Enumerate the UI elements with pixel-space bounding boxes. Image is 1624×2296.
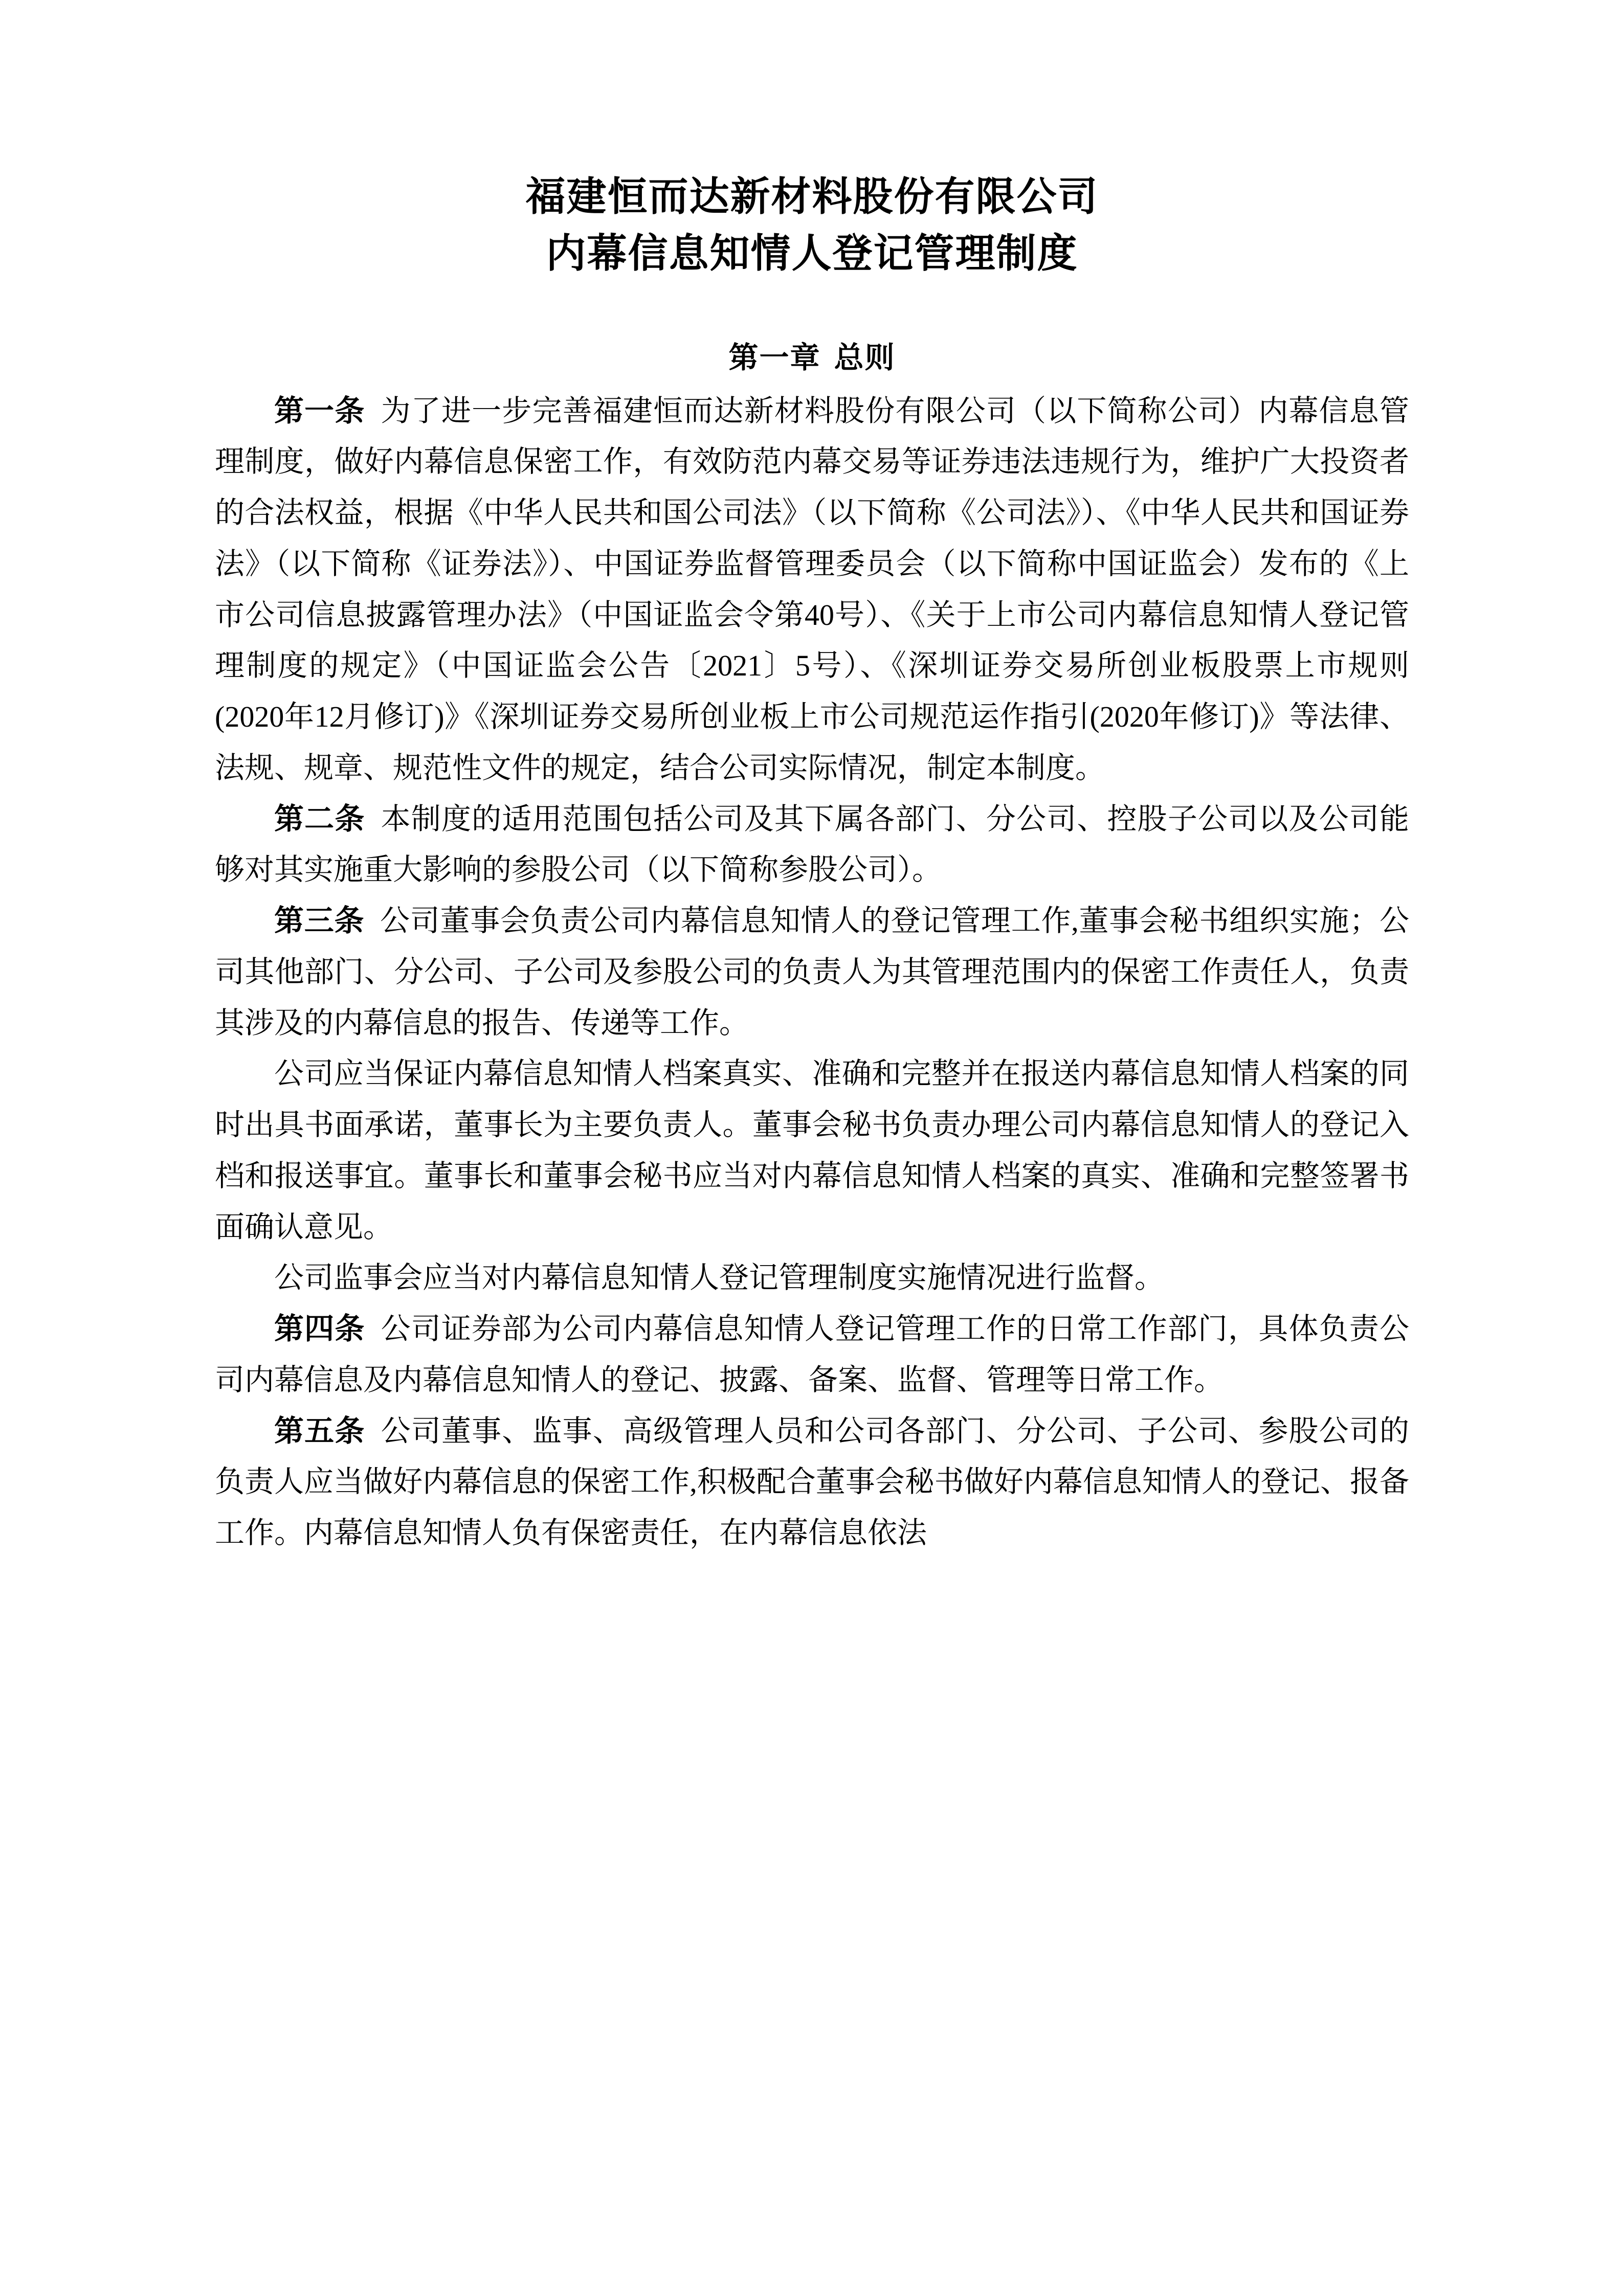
page-title: [215, 169, 1409, 282]
article-label: 第二条: [274, 802, 365, 836]
page-title-line-2: 内幕信息知情人登记管理制度: [546, 231, 1078, 276]
paragraph-text: 公司应当保证内幕信息知情人档案真实、准确和完整并在报送内幕信息知情人档案的同时出具书面承诺，董事长为主要负责人。董事会秘书负责办理公司内幕信息知情人的登记入档和报送事宜。董事长和董事会秘书应当对内幕信息知情人档案的真实、准确和完整签署书面确认意见。: [215, 1057, 1409, 1244]
article-label: 第四条: [274, 1312, 365, 1345]
article-text: 公司董事会负责公司内幕信息知情人的登记管理工作,董事会秘书组织实施；公司其他部门、分公司、子公司及参股公司的负责人为其管理范围内的保密工作责任人，负责其涉及的内幕信息的报告、传递等工作。: [215, 904, 1409, 1040]
article-label: 第五条: [274, 1414, 365, 1448]
article-label: 第三条: [274, 904, 365, 937]
article-paragraph: [215, 1303, 1409, 1406]
article-text: 公司董事、监事、高级管理人员和公司各部门、分公司、子公司、参股公司的负责人应当做好内幕信息的保密工作,积极配合董事会秘书做好内幕信息知情人的登记、报备工作。内幕信息知情人负有保密责任，在内幕信息依法: [215, 1414, 1409, 1549]
page-title-line-1: 福建恒而达新材料股份有限公司: [525, 174, 1099, 219]
paragraph-text: 公司监事会应当对内幕信息知情人登记管理制度实施情况进行监督。: [274, 1261, 1165, 1295]
article-paragraph: [215, 794, 1409, 896]
chapter-heading: [215, 333, 1409, 376]
chapter-number: 第一章: [728, 341, 821, 374]
body-paragraph: [215, 1252, 1409, 1303]
article-label: 第一条: [274, 394, 365, 427]
chapter-name: 总则: [834, 341, 896, 374]
article-text: 公司证券部为公司内幕信息知情人登记管理工作的日常工作部门，具体负责公司内幕信息及内幕信息知情人的登记、披露、备案、监督、管理等日常工作。: [215, 1312, 1409, 1397]
body-paragraph: [215, 1048, 1409, 1252]
article-paragraph: [215, 895, 1409, 1048]
article-text: 为了进一步完善福建恒而达新材料股份有限公司（以下简称公司）内幕信息管理制度，做好内幕信息保密工作，有效防范内幕交易等证券违法违规行为，维护广大投资者的合法权益，根据《中华人民共和国公司法》（以下简称《公司法》）、《中华人民共和国证券法》（以下简称《证券法》）、中国证券监督管理委员会（以下简称中国证监会）发布的《上市公司信息披露管理办法》（中国证监会令第40号）、《关于上市公司内幕信息知情人登记管理制度的规定》（中国证监会公告〔2021〕5号）、《深圳证券交易所创业板股票上市规则(2020年12月修订)》《深圳证券交易所创业板上市公司规范运作指引(2020年修订)》等法律、法规、规章、规范性文件的规定，结合公司实际情况，制定本制度。: [215, 394, 1409, 784]
article-paragraph: [215, 1406, 1409, 1559]
article-paragraph: [215, 386, 1409, 794]
article-text: 本制度的适用范围包括公司及其下属各部门、分公司、控股子公司以及公司能够对其实施重大影响的参股公司（以下简称参股公司）。: [215, 802, 1409, 887]
